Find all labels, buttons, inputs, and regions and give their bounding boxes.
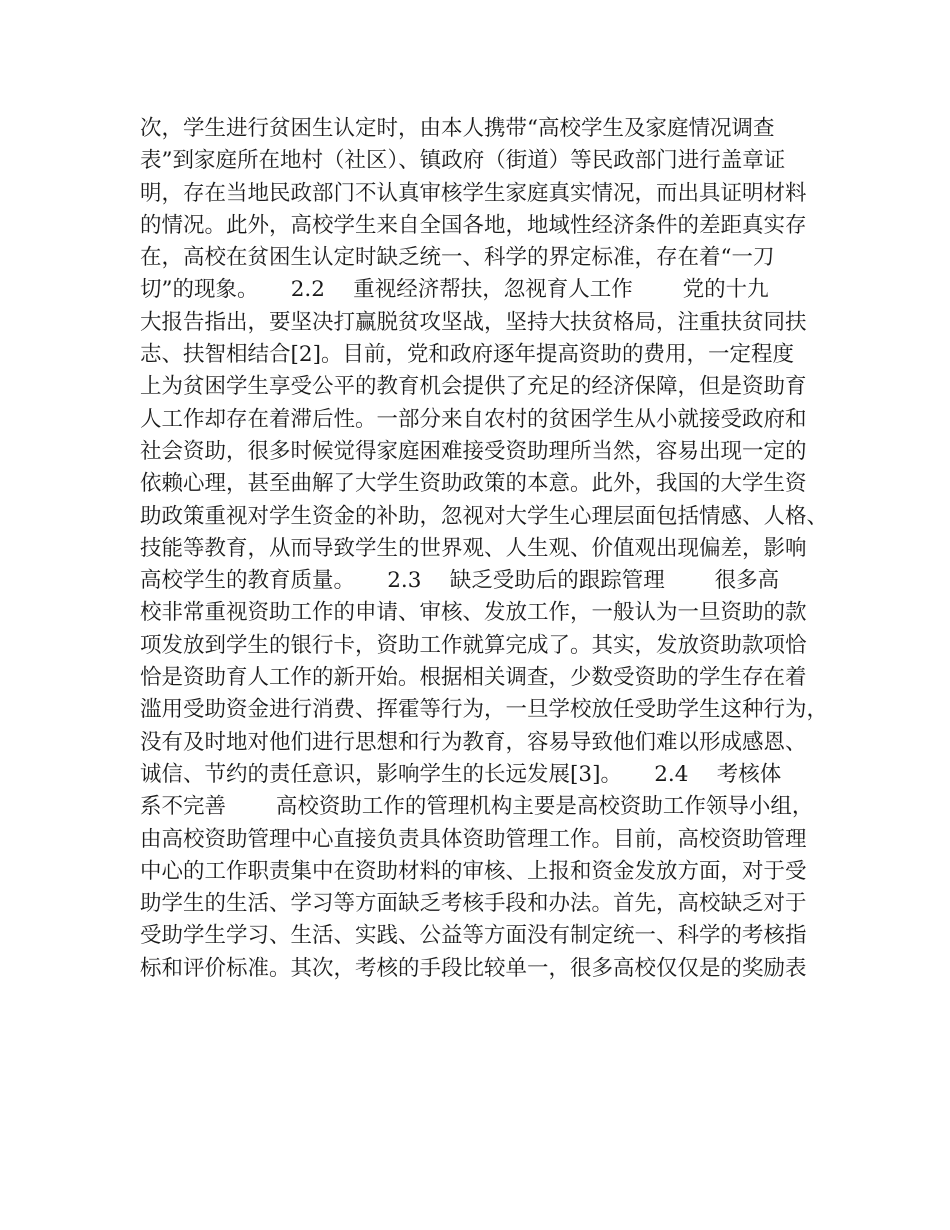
text-line: 依赖心理，甚至曲解了大学生资助政策的本意。此外，我国的大学生资	[140, 471, 807, 497]
text-line: 系不完善 高校资助工作的管理机构主要是高校资助工作领导小组，	[140, 794, 814, 820]
text-line: 没有及时地对他们进行思想和行为教育，容易导致他们难以形成感恩、	[140, 729, 807, 755]
text-line: 切”的现象。 2.2 重视经济帮扶，忽视育人工作 党的十九	[140, 277, 769, 303]
body-text	[140, 113, 830, 985]
text-line: 在，高校在贫困生认定时缺乏统一、科学的界定标准，存在着“一刀	[140, 245, 775, 271]
text-line: 由高校资助管理中心直接负责具体资助管理工作。目前，高校资助管理	[140, 826, 807, 852]
text-line: 高校学生的教育质量。 2.3 缺乏受助后的跟踪管理 很多高	[140, 568, 780, 594]
text-line: 恰是资助育人工作的新开始。根据相关调查，少数受资助的学生存在着	[140, 665, 807, 691]
text-line: 表”到家庭所在地村（社区）、镇政府（街道）等民政部门进行盖章证	[140, 148, 786, 174]
text-line: 上为贫困学生享受公平的教育机会提供了充足的经济保障，但是资助育	[140, 374, 807, 400]
text-line: 明，存在当地民政部门不认真审核学生家庭真实情况，而出具证明材料	[140, 180, 807, 206]
text-line: 次，学生进行贫困生认定时，由本人携带“高校学生及家庭情况调查	[140, 116, 775, 141]
text-line: 志、扶智相结合[2]。目前，党和政府逐年提高资助的费用，一定程度	[140, 342, 794, 368]
text-line: 技能等教育，从而导致学生的世界观、人生观、价值观出现偏差，影响	[140, 535, 807, 561]
text-line: 社会资助，很多时候觉得家庭困难接受资助理所当然，容易出现一定的	[140, 438, 807, 464]
text-line: 大报告指出，要坚决打赢脱贫攻坚战，坚持大扶贫格局，注重扶贫同扶	[140, 309, 807, 335]
text-line: 诚信、节约的责任意识，影响学生的长远发展[3]。 2.4 考核体	[140, 761, 782, 787]
text-line: 人工作却存在着滞后性。一部分来自农村的贫困学生从小就接受政府和	[140, 406, 807, 432]
text-line: 标和评价标准。其次，考核的手段比较单一，很多高校仅仅是的奖励表	[140, 955, 807, 981]
text-line: 滥用受助资金进行消费、挥霍等行为，一旦学校放任受助学生这种行为，	[140, 697, 829, 723]
text-line: 的情况。此外，高校学生来自全国各地，地域性经济条件的差距真实存	[140, 212, 807, 238]
text-line: 校非常重视资助工作的申请、审核、发放工作，一般认为一旦资助的款	[140, 600, 807, 626]
text-line: 中心的工作职责集中在资助材料的审核、上报和资金发放方面，对于受	[140, 858, 807, 884]
text-line: 项发放到学生的银行卡，资助工作就算完成了。其实，发放资助款项恰	[140, 632, 807, 658]
text-line: 助政策重视对学生资金的补助，忽视对大学生心理层面包括情感、人格、	[140, 503, 829, 529]
text-line: 受助学生学习、生活、实践、公益等方面没有制定统一、科学的考核指	[140, 923, 807, 949]
text-line: 助学生的生活、学习等方面缺乏考核手段和办法。首先，高校缺乏对于	[140, 891, 807, 917]
